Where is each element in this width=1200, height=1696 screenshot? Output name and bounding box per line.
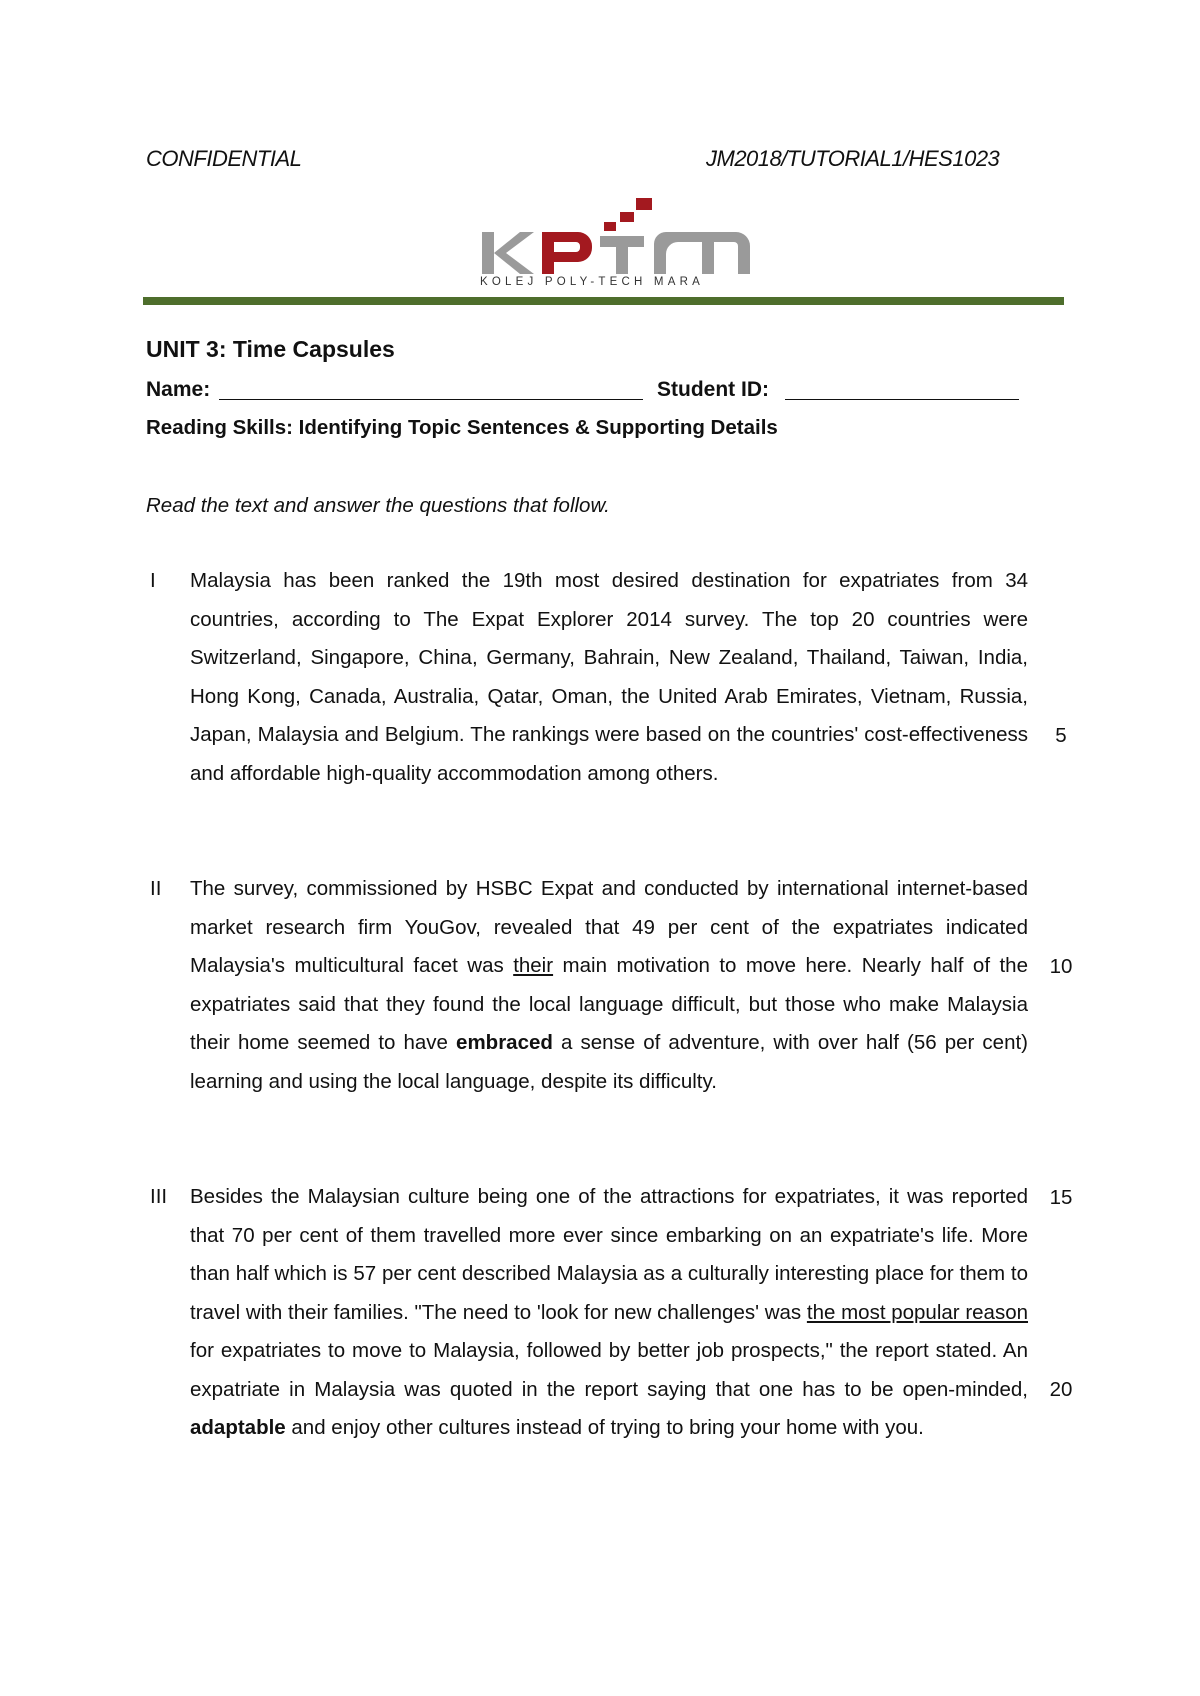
unit-title: UNIT 3: Time Capsules (146, 336, 395, 362)
paragraph-number: I (150, 569, 156, 592)
underlined-phrase: the most popular reason (806, 1300, 1029, 1324)
kptm-logo (478, 196, 760, 292)
line-number: 5 (1055, 724, 1067, 747)
logo-subtitle: KOLEJ POLY-TECH MARA (480, 276, 704, 288)
instruction: Read the text and answer the questions that follow. (146, 494, 610, 517)
name-field[interactable] (219, 399, 643, 400)
student-id-field[interactable] (785, 399, 1019, 400)
reading-skills-heading: Reading Skills: Identifying Topic Sentences & Supporting Details (146, 416, 778, 439)
line-number: 20 (1049, 1378, 1073, 1401)
paragraph-2: The survey, commissioned by HSBC Expat and conducted by international internet-based market research firm YouGov, revealed that 49 per cent of the expatriates indicated Malaysia's multicultural facet was their main motivation to move here. Nearly half of the expatriates said that they found the local language difficult, but those who make Malaysia their home seemed to have embraced a sense of adventure, with over half (56 per cent) learning and using the local language, despite its difficulty. (190, 877, 1028, 1093)
line-number: 10 (1049, 955, 1073, 978)
confidential-label: CONFIDENTIAL (146, 146, 302, 171)
bold-word: embraced (456, 1031, 553, 1054)
line-number: 15 (1049, 1186, 1073, 1209)
paragraph-number: II (150, 877, 162, 900)
student-id-label: Student ID: (657, 378, 769, 401)
underlined-word: their (513, 954, 554, 977)
paragraph-number: III (150, 1185, 168, 1208)
document-code: JM2018/TUTORIAL1/HES1023 (706, 146, 1000, 171)
paragraph-3: Besides the Malaysian culture being one of the attractions for expatriates, it was reported that 70 per cent of them travelled more ever since embarking on an expatriate's life. More than half which is 57 per cent described Malaysia as a culturally interesting place for them to travel with their families. "The need to 'look for new challenges' was the most popular reason for expatriates to move to Malaysia, followed by better job prospects," the report stated. An expatriate in Malaysia was quoted in the report saying that one has to be open-minded, adaptable and enjoy other cultures instead of trying to bring your home with you. (190, 1185, 1029, 1439)
header-divider (143, 297, 1064, 305)
paragraph-1: Malaysia has been ranked the 19th most desired destination for expatriates from 34 countries, according to The Expat Explorer 2014 survey. The top 20 countries were Switzerland, Singapore, China, Germany, Bahrain, New Zealand, Thailand, Taiwan, India, Hong Kong, Canada, Australia, Qatar, Oman, the United Arab Emirates, Vietnam, Russia, Japan, Malaysia and Belgium. The rankings were based on the countries' cost-effectiveness and affordable high-quality accommodation among others. (190, 569, 1028, 785)
bold-word: adaptable (190, 1416, 286, 1439)
name-label: Name: (146, 378, 211, 401)
